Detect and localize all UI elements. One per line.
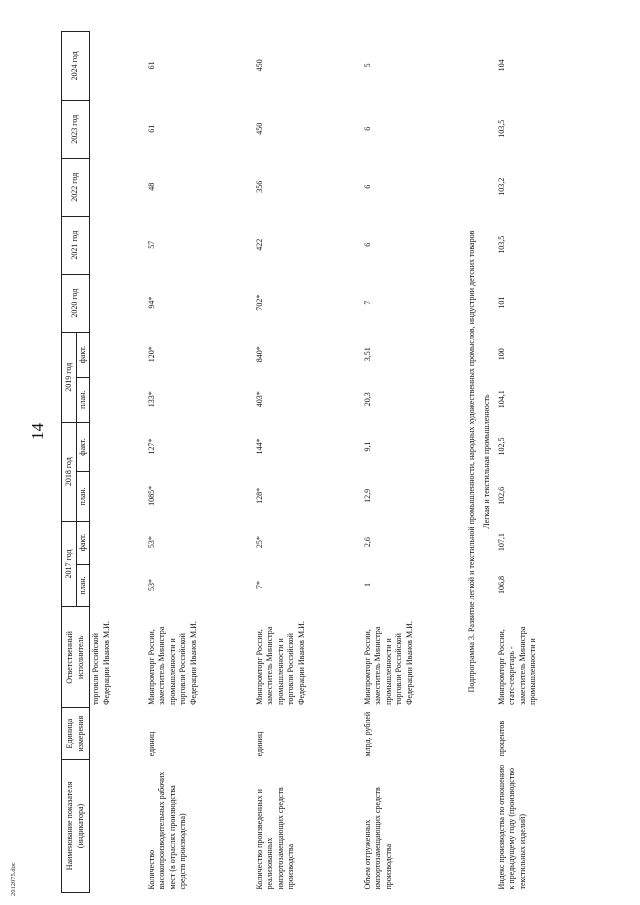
header-2019-plan: план. [77,377,90,422]
header-2019: 2019 год [62,332,77,422]
value-2018-fact: 127* [146,438,156,455]
footer-filename: 2012075.doc [10,862,17,896]
value-2018-plan: 1085* [146,485,156,506]
indicators-table [61,31,582,893]
header-2017: 2017 год [62,521,77,607]
value-2019-plan: 133* [146,391,156,408]
unit-cell: млрд. рублей [362,711,372,757]
value-2022: 103,2 [496,177,506,196]
table-row [362,32,466,893]
header-2018-fact: факт. [77,422,90,471]
value-2018-plan: 128* [254,487,264,504]
subprogram-row [466,32,481,893]
subprogram-title: Подпрограмма 3. Развитие легкой и текстильной промышленности, народных художественных промыслов, индустрии детских товаров [466,230,476,693]
value-2021: 422 [254,238,264,251]
value-2017-plan: 106,8 [496,576,506,594]
value-2018-plan: 12,9 [362,488,372,503]
value-2024: 450 [254,59,264,72]
value-2017-fact: 25* [254,536,264,549]
value-2019-fact: 120* [146,346,156,363]
header-indicator: Наименование показателя (индикатора) [62,759,90,892]
header-2023: 2023 год [62,100,90,158]
value-2021: 103,5 [496,235,506,254]
indicator-cell: Количество произведенных и реализованных импортозамещающих средств производства [254,787,296,890]
value-2021: 6 [362,242,372,247]
header-unit: Единица измерения [62,708,90,760]
value-2024: 61 [146,61,156,70]
table-row [496,32,582,893]
section-title: Легкая и текстильная промышленность [481,394,491,529]
value-2019-plan: 104,1 [496,390,506,409]
value-2020: 94* [146,296,156,309]
header-responsible: Ответственный исполнитель [62,607,90,708]
header-2022: 2022 год [62,158,90,216]
value-2017-plan: 1 [362,583,372,587]
value-2023: 450 [254,122,264,135]
responsible-cell: торговли Российской Федерации Иванов М.И. [91,621,111,705]
value-2019-plan: 20,3 [362,392,372,407]
page-number: 14 [28,423,47,440]
header-2018-plan: план. [77,472,90,521]
value-2017-fact: 2,6 [362,537,372,548]
responsible-cell: Минпромторг России, заместитель Министра промышленности и торговли Российской Федерации Иванов М.И. [254,621,306,705]
value-2024: 104 [496,59,506,72]
value-2022: 48 [146,182,156,191]
table-row-carryover [90,32,146,893]
value-2020: 101 [496,296,506,309]
unit-cell: единиц [254,731,264,757]
table-row [254,32,362,893]
value-2020: 7 [362,300,372,305]
value-2022: 356 [254,180,264,193]
section-row [481,32,496,893]
value-2021: 57 [146,240,156,249]
value-2017-fact: 107,1 [496,533,506,552]
value-2018-fact: 102,5 [496,437,506,456]
header-2017-plan: план. [77,564,90,607]
value-2023: 6 [362,126,372,131]
value-2019-plan: 403* [254,391,264,408]
responsible-cell: Минпромторг России, заместитель Министра промышленности и торговли Российской Федерации Иванов М.И. [362,621,414,705]
value-2018-fact: 144* [254,438,264,455]
indicator-cell: Количество высокопроизводительных рабочих мест (в отраслях производства средств производства) [146,771,188,890]
value-2019-fact: 840* [254,346,264,363]
responsible-cell: Минпромторг России, заместитель Министра промышленности и торговли Российской Федерации Иванов М.И. [146,621,198,705]
header-2024: 2024 год [62,32,90,101]
header-2017-fact: факт. [77,521,90,564]
value-2020: 702* [254,294,264,311]
value-2017-fact: 53* [146,536,156,549]
unit-cell: единиц [146,731,156,757]
header-2020: 2020 год [62,274,90,332]
header-2018: 2018 год [62,422,77,521]
value-2018-fact: 9,1 [362,441,372,452]
indicator-cell: Объем отгруженных импортозамещающих средств производства [362,787,393,890]
header-2021: 2021 год [62,216,90,274]
indicators-table-container [61,31,616,893]
value-2023: 103,5 [496,119,506,138]
value-2022: 6 [362,184,372,189]
value-2024: 5 [362,63,372,68]
value-2017-plan: 53* [146,579,156,591]
value-2023: 61 [146,124,156,133]
value-2019-fact: 3,51 [362,347,372,362]
value-2019-fact: 100 [496,348,506,361]
responsible-cell: Минпромторг России, статс-секретарь - заместитель Министра промышленности и [496,626,538,705]
value-2018-plan: 102,6 [496,486,506,505]
table-row [146,32,254,893]
indicator-cell: Индекс производства по отношению к предыдущему году (производство текстильных изделий) [496,764,527,890]
header-2019-fact: факт. [77,332,90,377]
unit-cell: процентов [496,720,506,757]
value-2017-plan: 7* [254,581,264,589]
